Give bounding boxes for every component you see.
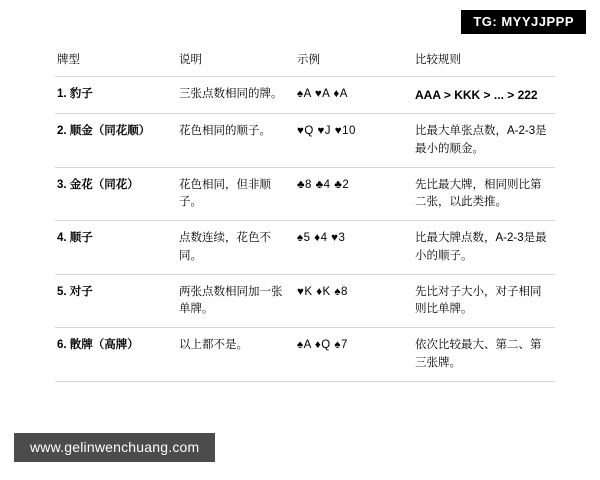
hand-type-name: 3. 金花（同花）: [55, 167, 177, 221]
table-row: [55, 221, 555, 275]
column-header-type: 牌型: [55, 45, 177, 77]
hand-description: 三张点数相同的牌。: [177, 77, 295, 114]
hand-description: 点数连续，花色不同。: [177, 221, 295, 275]
hand-type-name: 5. 对子: [55, 274, 177, 328]
hand-type-name: 1. 豹子: [55, 77, 177, 114]
hand-compare-rule: 比最大单张点数，A-2-3是最小的顺金。: [413, 114, 555, 168]
site-watermark: www.gelinwenchuang.com: [14, 433, 215, 462]
hand-type-name: 2. 顺金（同花顺）: [55, 114, 177, 168]
hand-description: 花色相同，但非顺子。: [177, 167, 295, 221]
hand-type-name: 6. 散牌（高牌）: [55, 328, 177, 382]
poker-hand-ranking-table: [55, 45, 555, 382]
hand-example: ♥Q ♥J ♥10: [295, 114, 413, 168]
hand-example: ♠5 ♦4 ♥3: [295, 221, 413, 275]
table-row: [55, 274, 555, 328]
hand-example: ♣8 ♣4 ♣2: [295, 167, 413, 221]
table-header-row: [55, 45, 555, 77]
table-row: [55, 77, 555, 114]
table-row: [55, 167, 555, 221]
hand-compare-rule: 依次比较最大、第二、第三张牌。: [413, 328, 555, 382]
hand-example: ♠A ♦Q ♠7: [295, 328, 413, 382]
hand-compare-rule: 先比最大牌，相同则比第二张，以此类推。: [413, 167, 555, 221]
column-header-description: 说明: [177, 45, 295, 77]
hand-compare-rule: AAA > KKK > ... > 222: [413, 77, 555, 114]
hand-description: 花色相同的顺子。: [177, 114, 295, 168]
table-body: [55, 77, 555, 382]
tg-badge: TG: MYYJJPPP: [461, 10, 586, 34]
table-row: [55, 328, 555, 382]
hand-example: ♠A ♥A ♦A: [295, 77, 413, 114]
hand-description: 以上都不是。: [177, 328, 295, 382]
hand-description: 两张点数相同加一张单牌。: [177, 274, 295, 328]
ranking-table: [55, 45, 555, 382]
hand-example: ♥K ♦K ♠8: [295, 274, 413, 328]
table-row: [55, 114, 555, 168]
hand-type-name: 4. 顺子: [55, 221, 177, 275]
column-header-rule: 比较规则: [413, 45, 555, 77]
hand-compare-rule: 比最大牌点数，A-2-3是最小的顺子。: [413, 221, 555, 275]
column-header-example: 示例: [295, 45, 413, 77]
hand-compare-rule: 先比对子大小，对子相同则比单牌。: [413, 274, 555, 328]
